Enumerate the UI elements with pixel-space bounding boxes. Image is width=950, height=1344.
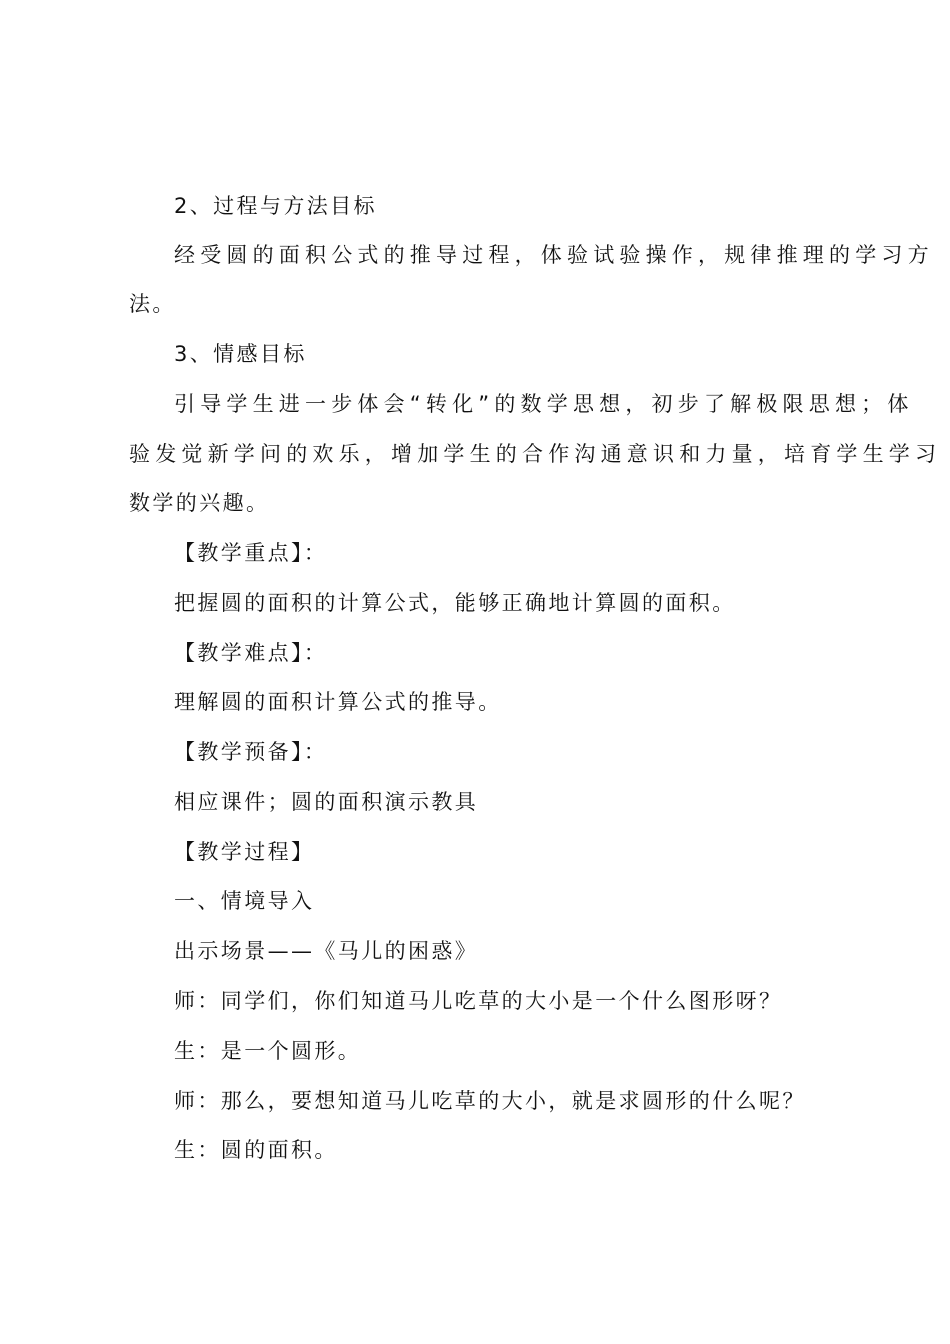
section-heading-process-method: 2、过程与方法目标 (174, 194, 377, 218)
section-heading-emotion: 3、情感目标 (174, 342, 307, 366)
paragraph-text: 理解圆的面积计算公式的推导。 (174, 690, 502, 714)
heading-teaching-difficulty: 【教学难点】： (174, 641, 328, 665)
paragraph-text: 把握圆的面积的计算公式，能够正确地计算圆的面积。 (174, 591, 736, 615)
heading-teaching-process: 【教学过程】 (174, 840, 315, 864)
dialogue-line: 师：那么，要想知道马儿吃草的大小，就是求圆形的什么呢？ (174, 1089, 806, 1113)
heading-teaching-focus: 【教学重点】： (174, 541, 328, 565)
dialogue-line: 生：是一个圆形。 (174, 1039, 362, 1063)
paragraph-text: 法。 (129, 292, 176, 316)
paragraph-text: 数学的兴趣。 (129, 491, 270, 515)
dialogue-line: 师：同学们，你们知道马儿吃草的大小是一个什么图形呀？ (174, 989, 783, 1013)
dialogue-line: 生：圆的面积。 (174, 1138, 338, 1162)
paragraph-text: 经受圆的面积公式的推导过程，体验试验操作，规律推理的学习方 (174, 243, 934, 267)
paragraph-text: 引导学生进一步体会“转化”的数学思想，初步了解极限思想；体 (174, 392, 914, 416)
section-heading-intro: 一、情境导入 (174, 889, 315, 913)
paragraph-text: 出示场景——《马儿的困惑》 (174, 939, 479, 963)
heading-teaching-preparation: 【教学预备】： (174, 740, 328, 764)
paragraph-text: 相应课件；圆的面积演示教具 (174, 790, 479, 814)
paragraph-text: 验发觉新学问的欢乐，增加学生的合作沟通意识和力量，培育学生学习 (129, 442, 942, 466)
